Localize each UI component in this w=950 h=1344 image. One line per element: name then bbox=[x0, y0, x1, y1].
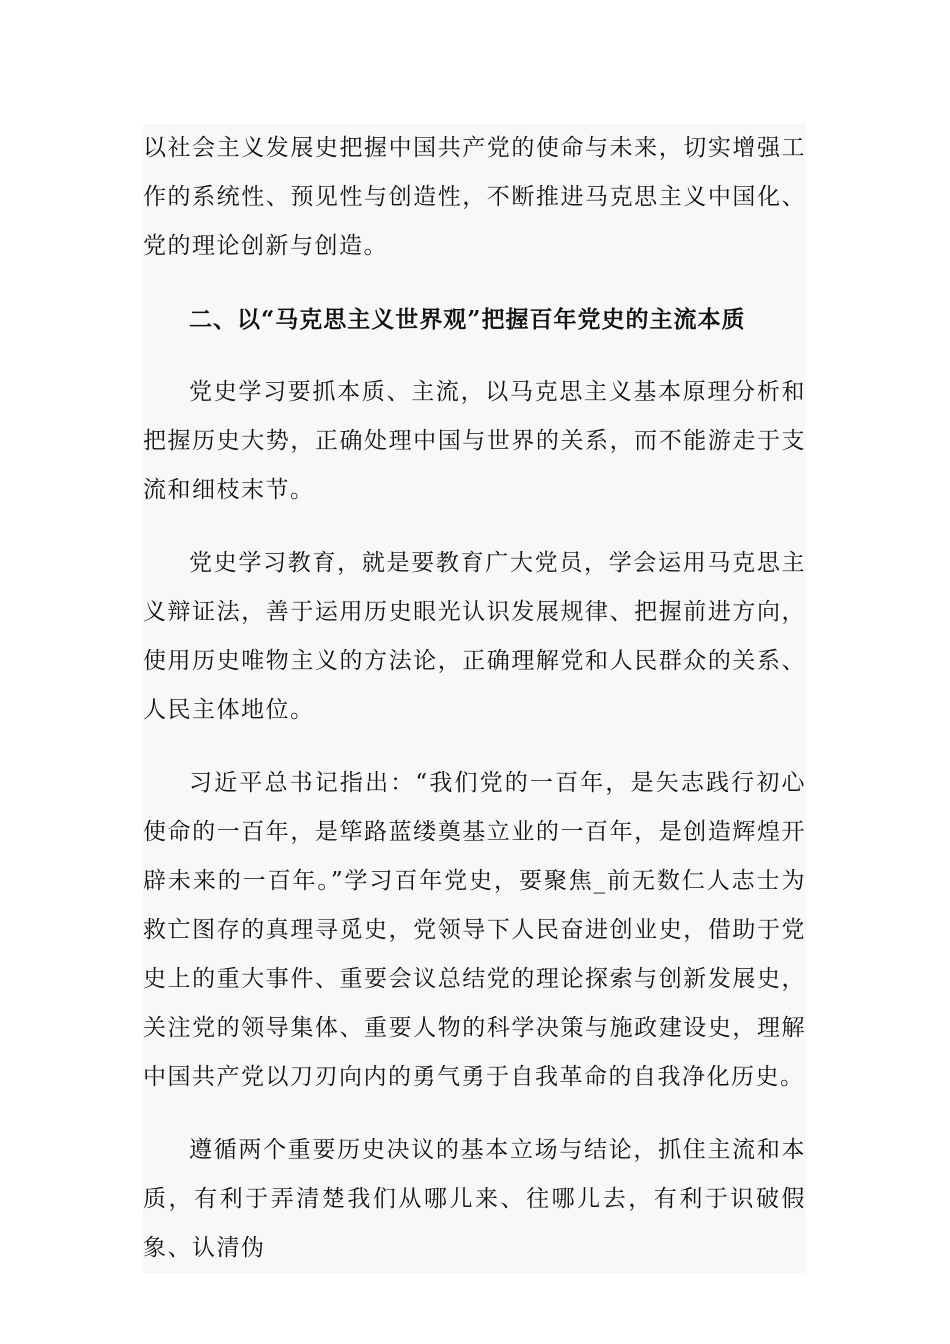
document-body bbox=[143, 124, 806, 1273]
paragraph-gap bbox=[143, 735, 806, 759]
paragraph-gap bbox=[143, 1102, 806, 1126]
paragraph-3: 党史学习教育，就是要教育广大党员，学会运用马克思主义辩证法，善于运用历史眼光认识发展规律、把握前进方向，使用历史唯物主义的方法论，正确理解党和人民群众的关系、人民主体地位。 bbox=[143, 550, 806, 723]
paragraph-5: 遵循两个重要历史决议的基本立场与结论，抓住主流和本质，有利于弄清楚我们从哪儿来、往哪儿去，有利于识破假象、认清伪 bbox=[143, 1137, 806, 1261]
paragraph-gap bbox=[143, 344, 806, 368]
paragraph-1: 以社会主义发展史把握中国共产党的使命与未来，切实增强工作的系统性、预见性与创造性，不断推进马克思主义中国化、党的理论创新与创造。 bbox=[143, 135, 806, 259]
paragraph-gap bbox=[143, 515, 806, 539]
paragraph-4: 习近平总书记指出：“我们党的一百年，是矢志践行初心使命的一百年，是筚路蓝缕奠基立业的一百年，是创造辉煌开辟未来的一百年。”学习百年党史，要聚焦_前无数仁人志士为救亡图存的真理寻觅史，党领导下人民奋进创业史，借助于党史上的重大事件、重要会议总结党的理论探索与创新发展史，关注党的领导集体、重要人物的科学决策与施政建设史，理解中国共产党以刀刃向内的勇气勇于自我革命的自我净化历史。 bbox=[143, 770, 806, 1090]
paragraph-2: 党史学习要抓本质、主流，以马克思主义基本原理分析和把握历史大势，正确处理中国与世界的关系，而不能游走于支流和细枝末节。 bbox=[143, 379, 806, 503]
section-heading-2: 二、以“马克思主义世界观”把握百年党史的主流本质 bbox=[189, 306, 746, 333]
paragraph-gap bbox=[143, 271, 806, 295]
